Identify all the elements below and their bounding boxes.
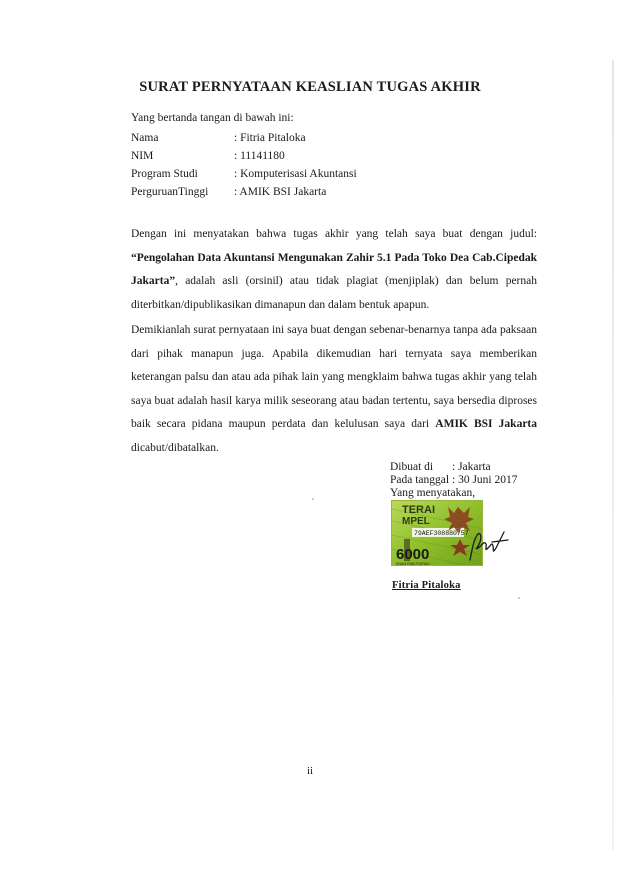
place-line: [390, 461, 518, 474]
identity-row-nim: [131, 147, 357, 165]
paragraph-text: dicabut/dibatalkan.: [131, 441, 219, 454]
signer-name: Fitria Pitaloka: [392, 580, 461, 591]
handwritten-signature: [462, 528, 510, 566]
identity-label: NIM: [131, 150, 154, 162]
scan-speck: [518, 597, 520, 599]
identity-value: : AMIK BSI Jakarta: [234, 186, 327, 198]
date-label: Pada tanggal: [390, 474, 450, 486]
intro-text: Yang bertanda tangan di bawah ini:: [131, 112, 294, 124]
stamp-serial: 79AEF308880757: [414, 530, 469, 537]
stamp-line2: MPEL: [402, 516, 430, 527]
paragraph-text: Dengan ini menyatakan bahwa tugas akhir yang telah saya buat dengan judul:: [131, 228, 537, 240]
paragraph-text: Demikianlah surat pernyataan ini saya buat dengan sebenar-benarnya tanpa ada paksaan dari pihak manapun juga. Apabila dikemudian hari ternyata saya memberikan keterangan palsu dan atau ada pihak lain yang mengklaim bahwa tugas akhir yang telah saya buat adalah hasil karya milik seseorang atau badan tertentu, saya bersedia diproses baik secara pidana maupun perdata dan kelulusan saya dari: [131, 324, 537, 430]
identity-table: [131, 129, 357, 201]
thesis-title: “Pengolahan Data Akuntansi Mengunakan Zahir 5.1 Pada Toko Dea Cab.Cipedak Jakarta”: [131, 251, 537, 287]
identity-label: PerguruanTinggi: [131, 186, 209, 198]
identity-row-institution: [131, 183, 357, 201]
identity-value: : Komputerisasi Akuntansi: [234, 168, 357, 180]
identity-row-program: [131, 165, 357, 183]
declaration-paragraph: [131, 319, 537, 460]
place-value: : Jakarta: [452, 461, 491, 473]
identity-label: Program Studi: [131, 168, 198, 180]
stamp-amount: 6000: [396, 546, 430, 563]
institution-name: AMIK BSI Jakarta: [435, 418, 538, 430]
signature-block: [390, 461, 518, 500]
identity-value: : Fitria Pitaloka: [234, 132, 306, 144]
stamp-amount-text: ENAM RIBU RUPIAH: [396, 562, 430, 566]
scan-edge: [612, 60, 614, 850]
identity-label: Nama: [131, 132, 159, 144]
identity-value: : 11141180: [234, 150, 285, 162]
date-line: [390, 474, 518, 487]
statement-paragraph: [131, 223, 537, 317]
paragraph-text: , adalah asli (orsinil) atau tidak plagiat (menjiplak) dan belum pernah diterbitkan/dipublikasikan dimanapun dan dalam bentuk apapun.: [131, 275, 537, 311]
stamp-line1: TERAI: [402, 504, 435, 516]
scan-speck: [312, 498, 314, 500]
document-title: SURAT PERNYATAAN KEASLIAN TUGAS AKHIR: [139, 79, 481, 95]
identity-row-name: [131, 129, 357, 147]
date-value: : 30 Juni 2017: [452, 474, 518, 486]
statement-line: Yang menyatakan,: [390, 487, 476, 499]
page-number: ii: [306, 765, 314, 777]
place-label: Dibuat di: [390, 461, 434, 473]
